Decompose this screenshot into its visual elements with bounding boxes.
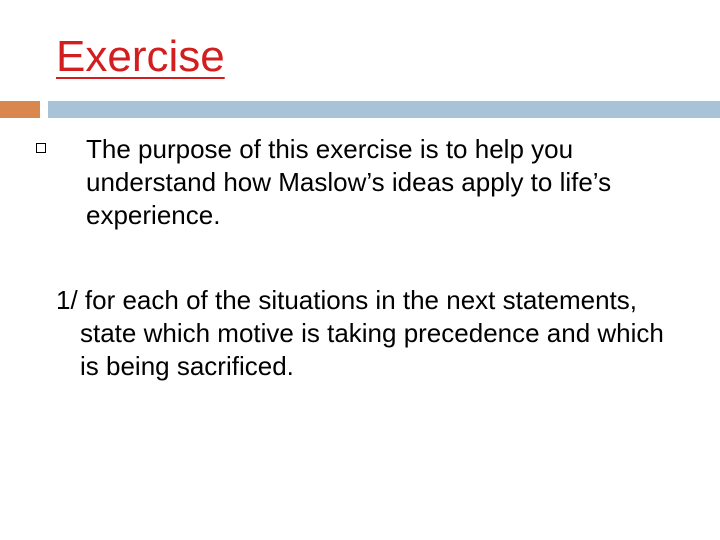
slide-title: Exercise [56,32,225,81]
numbered-item-text: 1/ for each of the situations in the next statements, state which motive is taking precedence and which is being sacrificed. [56,285,664,381]
divider-accent-left [0,101,40,118]
divider-accent-right [48,101,720,118]
square-bullet-icon [36,143,46,153]
bullet-text: The purpose of this exercise is to help you understand how Maslow’s ideas apply to life’s experience. [86,134,612,230]
